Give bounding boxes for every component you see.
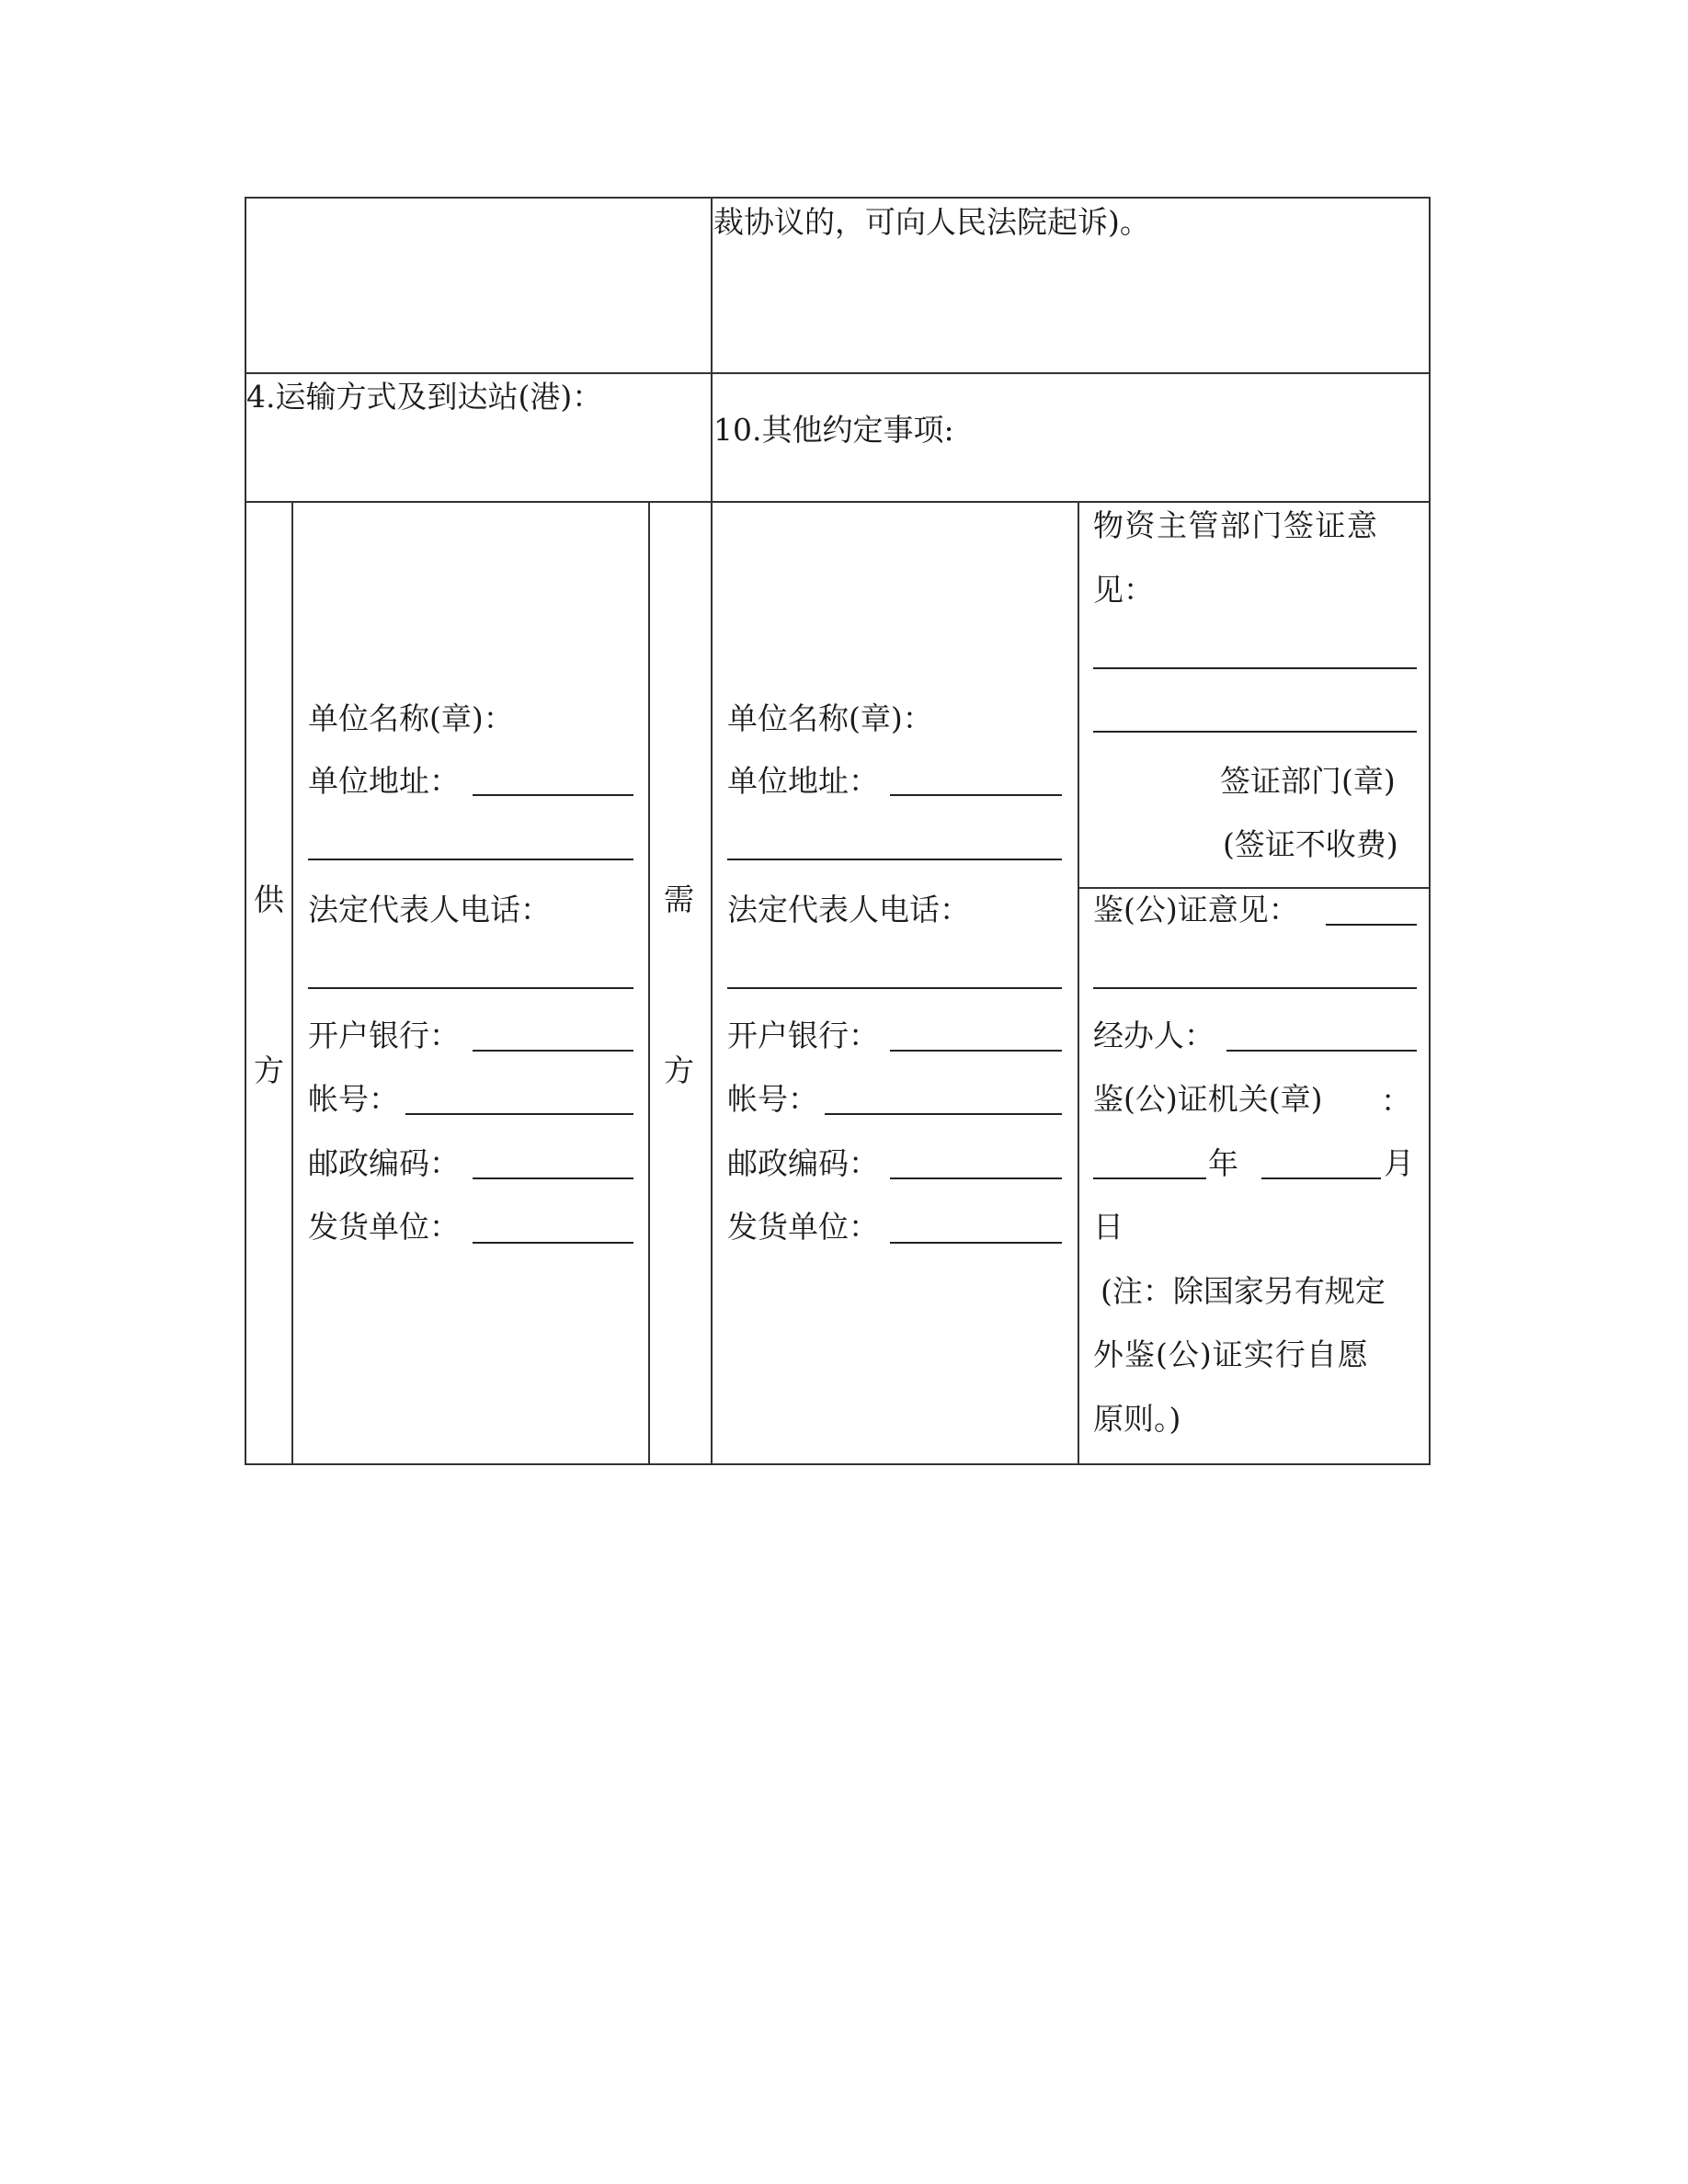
supplier-account-label: 帐号：	[308, 1081, 399, 1117]
notary-year-field[interactable]	[1093, 1177, 1206, 1179]
table-border-right	[1429, 197, 1431, 1465]
table-border-bottom	[245, 1463, 1431, 1465]
buyer-postcode-label: 邮政编码：	[727, 1145, 879, 1181]
notary-handler-label: 经办人：	[1093, 1018, 1215, 1053]
supplier-side-divider	[291, 501, 293, 1465]
supplier-address-label: 单位地址：	[308, 763, 460, 799]
notary-year-label: 年	[1208, 1145, 1238, 1181]
authority-opinion-field-1[interactable]	[1093, 667, 1417, 669]
notary-note-line-2: 外鉴(公)证实行自愿	[1093, 1337, 1369, 1372]
buyer-name-label: 单位名称(章)：	[727, 700, 933, 736]
authority-opinion-label: 物资主管部门签证意	[1093, 507, 1379, 543]
authority-opinion-label-cont: 见：	[1093, 572, 1154, 608]
supplier-bank-field[interactable]	[473, 1050, 633, 1052]
buyer-rep-phone-label: 法定代表人电话：	[727, 892, 970, 927]
notary-note-line-3: 原则。)	[1093, 1401, 1181, 1437]
supplier-postcode-label: 邮政编码：	[308, 1145, 460, 1181]
supplier-address-field-2[interactable]	[308, 859, 633, 860]
table-middle-divider	[711, 197, 713, 1465]
notary-note-line-1: (注：除国家另有规定	[1101, 1273, 1386, 1309]
notary-handler-field[interactable]	[1226, 1050, 1417, 1052]
supplier-side-char-1: 供	[254, 882, 284, 917]
supplier-shipper-label: 发货单位：	[308, 1209, 460, 1245]
buyer-address-field-2[interactable]	[727, 859, 1062, 860]
notary-month-field[interactable]	[1261, 1177, 1381, 1179]
transport-method-label: 4.运输方式及到达站(港)：	[246, 379, 603, 415]
other-matters-label: 10.其他约定事项:	[713, 412, 954, 448]
buyer-account-field[interactable]	[825, 1113, 1062, 1115]
notary-office-label: 鉴(公)证机关(章)	[1093, 1081, 1323, 1117]
notary-opinion-label: 鉴(公)证意见：	[1093, 892, 1299, 927]
buyer-account-label: 帐号：	[727, 1081, 818, 1117]
authority-notary-divider	[1078, 887, 1431, 889]
supplier-name-label: 单位名称(章)：	[308, 700, 514, 736]
supplier-account-field[interactable]	[405, 1113, 633, 1115]
supplier-postcode-field[interactable]	[473, 1177, 633, 1179]
buyer-postcode-field[interactable]	[890, 1177, 1062, 1179]
buyer-side-char-1: 需	[664, 882, 694, 917]
buyer-address-label: 单位地址：	[727, 763, 879, 799]
table-row-divider-2	[245, 501, 1431, 503]
notary-opinion-field[interactable]	[1326, 924, 1417, 926]
buyer-bank-field[interactable]	[890, 1050, 1062, 1052]
supplier-rep-phone-field[interactable]	[308, 987, 633, 989]
supplier-address-field[interactable]	[473, 794, 633, 796]
buyer-rep-phone-field[interactable]	[727, 987, 1062, 989]
notary-day-label: 日	[1093, 1209, 1123, 1245]
authority-opinion-field-2[interactable]	[1093, 731, 1417, 733]
supplier-rep-phone-label: 法定代表人电话：	[308, 892, 551, 927]
supplier-shipper-field[interactable]	[473, 1242, 633, 1244]
notary-office-colon: ：	[1381, 1083, 1411, 1119]
notary-opinion-field-2[interactable]	[1093, 987, 1417, 989]
notary-month-label: 月	[1384, 1145, 1414, 1181]
arbitration-continuation-text: 裁协议的，可向人民法院起诉)。	[713, 204, 1150, 240]
authority-fee-note: (签证不收费)	[1223, 826, 1398, 862]
buyer-side-char-2: 方	[664, 1052, 694, 1088]
buyer-bank-label: 开户银行：	[727, 1018, 879, 1053]
buyer-side-left-divider	[648, 501, 650, 1465]
authority-dept-label: 签证部门(章)	[1220, 763, 1396, 799]
authority-column-divider	[1078, 501, 1079, 1465]
supplier-bank-label: 开户银行：	[308, 1018, 460, 1053]
buyer-shipper-field[interactable]	[890, 1242, 1062, 1244]
buyer-address-field[interactable]	[890, 794, 1062, 796]
buyer-shipper-label: 发货单位：	[727, 1209, 879, 1245]
table-border-top	[245, 197, 1431, 199]
table-row-divider-1	[245, 372, 1431, 374]
supplier-side-char-2: 方	[254, 1052, 284, 1088]
